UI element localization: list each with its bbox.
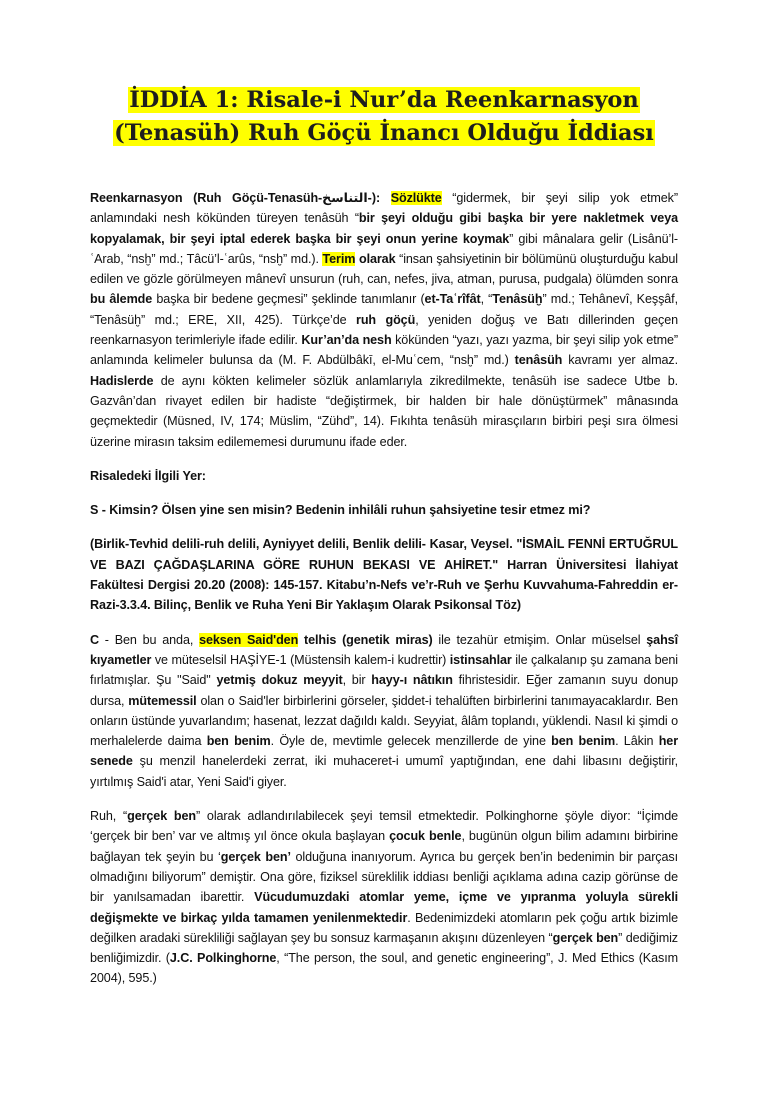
text-run: ile tezahür etmişim. Onlar müselsel <box>432 632 647 647</box>
section-heading <box>90 466 678 486</box>
citation-text: (Birlik-Tevhid delili-ruh delili, Ayniyyet delili, Benlik delili- Kasar, Veysel. "İSMAİL FENNİ ERTUĞRUL VE BAZI ÇAĞDAŞLARINA GÖRE RUHUN BEKASI VE AHİRET." Harran Üniversitesi İlahiyat Fakültesi Dergisi 20.20 (2008): 145-157. Kitabu’n-Nefs ve’r-Ruh ve Şerhu Kuvvahuma-Fahreddin er-Razi-3.3.4. Bilinç, Benlik ve Ruha Yeni Bir Yaklaşım Olarak Psikonsal Töz) <box>90 537 678 613</box>
text-run: - Ben bu anda, <box>99 632 200 647</box>
question-paragraph <box>90 500 678 520</box>
term-colon: -): <box>367 191 381 205</box>
highlight-seksen-said: seksen Said'den <box>199 632 299 647</box>
bold-run: Vücudumuzdaki atomlar yeme, içme ve yıpranma yoluyla sürekli değişmekte ve birkaç yılda tamamen yenilenmektedir <box>90 890 678 925</box>
highlight-sozlukte: Sözlükte <box>390 191 442 205</box>
text-run: ” dediğimiz benliğimizdir. ( <box>90 930 678 966</box>
bold-run: olarak <box>358 251 396 266</box>
text-run: . Öyle de, mevtimle gelecek menzillerde de yine <box>270 734 552 749</box>
bold-run: Tenâsüḫ <box>492 292 543 307</box>
title-line-1: İDDİA 1: Risale-i Nur’da Reenkarnasyon <box>129 87 639 113</box>
bold-run: bu âlemde <box>90 292 153 307</box>
page-title <box>90 84 678 150</box>
text-run: ” olarak adlandırılabilecek şeyi temsil etmektedir. Polkinghorne şöyle diyor: “İçimde ‘gerçek bir ben’ var ve altmış yıl önce okula başlayan <box>90 809 678 844</box>
bold-run: şahsî kıyametler <box>90 632 678 667</box>
text-run: , bir <box>342 673 372 688</box>
bold-run: Hadislerde <box>90 373 154 388</box>
bold-run: tenâsüh <box>514 353 563 368</box>
bold-run: ben benim <box>206 734 271 749</box>
text-run: de aynı kökten kelimeler sözlük anlamlarıyla zikredilmekte, tenâsüh ise sadece Utbe b. Gazvân’dan rivayet edilen bir hadiste “değiştirmek, bir halden bir hale dönüştürmek” mânasında geçmektedir (Müsned, IV, 174; Müslim, “Zühd”, 14). Fıkıhta tenâsüh mirasçıların birbiri peşi sıra ölmesi üzerine mirasın taksim edilememesi durumunu ifade eder. <box>90 373 678 449</box>
text-run: , yeniden doğuş ve Batı dillerinden geçen reenkarnasyon terimleriyle ifade edilir. <box>90 312 678 348</box>
bold-run: gerçek ben <box>552 930 619 945</box>
text-run: olduğuna inanıyorum. Ayrıca bu gerçek ben’in bedenimin bir parçası olmadığını biliyorum” demiştir. Ona göre, fiziksel süreklilik iddiası benliği açıklama adına cazip görünse de bir yanılsamadan ibarettir. <box>90 849 678 905</box>
definition-paragraph <box>90 188 678 452</box>
bold-run: telhis (genetik miras) <box>303 632 433 647</box>
bold-run: J.C. Polkinghorne <box>169 951 277 966</box>
bold-run: çocuk benle <box>389 829 462 844</box>
section-heading-text: Risaledeki İlgili Yer: <box>90 468 206 483</box>
bold-run: ruh göçü <box>356 312 416 327</box>
question-text: S - Kimsin? Ölsen yine sen misin? Bedenin inhilâli ruhun şahsiyetine tesir etmez mi? <box>90 503 591 518</box>
term-label: Reenkarnasyon (Ruh Göçü-Tenasüh- <box>90 191 323 205</box>
text-run: . Bedenimizdeki atomların pek çoğu artık bizimle değilken aradaki sürekliliği sağlayan şey bu sonsuz karmaşanın akışını düzenleyen “ <box>90 910 678 945</box>
text-run: ” gibi mânalara gelir (Lisânü’l-ʿArab, “nsḫ” md.; Tâcü’l-ʿarûs, “nsḫ” md.). <box>90 231 678 266</box>
bold-run: istinsahlar <box>449 652 512 667</box>
bold-run: yetmiş dokuz meyyit <box>216 673 343 688</box>
highlight-terim: Terim <box>322 251 356 266</box>
text-run: , bugünün olgun bilim adamını birbirine bağlayan tek şeyin bu ‘ <box>90 829 678 864</box>
text-run: Ruh, “ <box>90 809 128 824</box>
text-run: ” md.; Tehânevî, Keşşâf, “Tenâsüḫ” md.; ERE, XII, 425). Türkçe’de <box>90 292 678 327</box>
text-run: şu menzil hanelerdeki zerrat, iki muhaceret-i umumî yaptığından, ene dahi libasını değiştirir, yırtılmış Said'i atar, Yeni Said'i giyer. <box>90 754 678 789</box>
text-run: kavramı yer almaz. <box>562 353 678 368</box>
text-run: başka bir bedene geçmesi” şeklinde tanımlanır ( <box>152 292 425 307</box>
text-run: , “ <box>480 292 493 307</box>
bold-run: gerçek ben <box>127 809 197 824</box>
citation-paragraph <box>90 534 678 615</box>
text-run: , “The person, the soul, and genetic engineering”, J. Med Ethics (Kasım 2004), 595.) <box>90 951 679 986</box>
answer-paragraph <box>90 630 678 792</box>
bold-run: Kur’an’da nesh <box>301 333 392 348</box>
bold-run: et-Taʿrîfât <box>424 292 481 307</box>
text-run: olan o Said'ler birbirlerini görseler, şiddet-i tehalüften birbirlerini tanımayacaklardır. Ben onların üstünde yuvarlandım; hasenat, lezzat dağıldı kaldı. Seyyiat, âlâm toplandı, yüklendi. Nasıl ki şimdi o merhalelerde daima <box>90 693 678 749</box>
text-run: ile çalkalanıp şu zamana beni fırlatmışlar. Şu "Said" <box>90 652 678 688</box>
text-run: kökünden “yazı, yazı yazma, bir şeyi silip yok etme” anlamında kelimeler bulunsa da (M. F. Abdülbâkī, el-Muʿcem, “nsḫ” md.) <box>90 333 679 368</box>
answer-marker: C <box>90 632 99 647</box>
bold-run: gerçek ben’ <box>220 849 291 864</box>
title-line-2: (Tenasüh) Ruh Göçü İnancı Olduğu İddiası <box>114 120 654 146</box>
text-run: “insan şahsiyetinin bir bölümünü oluşturduğu kabul edilen ve gözle görülmeyen mânevî unsurun (ruh, can, nefes, jiva, atman, purusa, pudgala) ölümden sonra <box>90 251 678 287</box>
bold-run: bir şeyi olduğu gibi başka bir yere nakletmek veya kopyalamak, bir şeyi iptal ederek başka bir şeyi onun yerine koymak <box>90 211 678 246</box>
commentary-paragraph <box>90 806 678 989</box>
text-run <box>380 191 391 205</box>
bold-run: mütemessil <box>128 693 197 708</box>
text-run: fihristesidir. Eğer zamanın suyu donup dursa, <box>90 673 678 708</box>
bold-run: her senede <box>90 734 679 769</box>
text-run: “gidermek, bir şeyi silip yok etmek” anlamındaki nesh kökünden türeyen tenâsüh “ <box>90 191 678 226</box>
text-run: . Lâkin <box>615 734 659 749</box>
bold-run: ben benim <box>551 734 616 749</box>
arabic-term: التناسخ <box>322 191 368 205</box>
document-page <box>0 84 768 1108</box>
text-run: ve müteselsil HAŞİYE-1 (Müstensih kalem-i kudrettir) <box>151 652 450 667</box>
bold-run: hayy-ı nâtıkın <box>371 673 453 688</box>
